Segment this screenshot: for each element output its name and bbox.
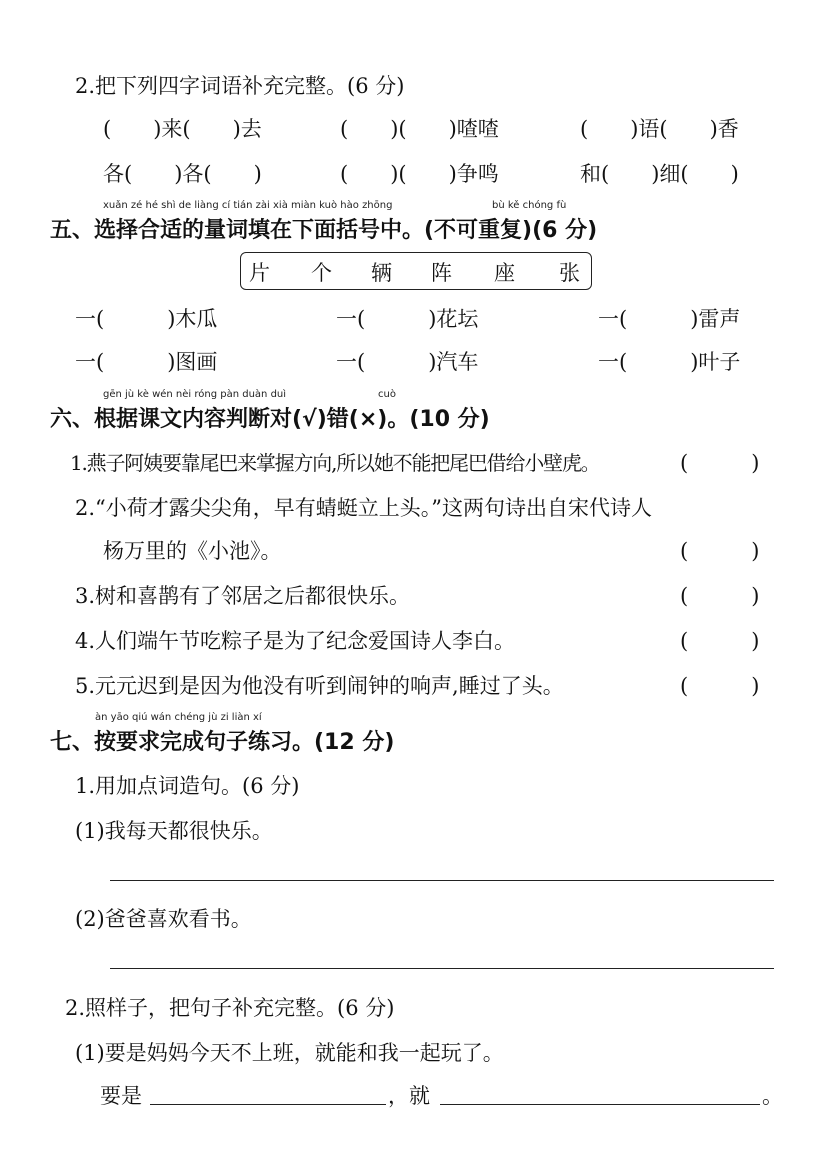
idiom-blank: ( )来( )去 <box>103 117 262 141</box>
word-bank-item: 个 <box>311 261 332 285</box>
judge-item-5: 5.元元迟到是因为他没有听到闹钟的响声,睡过了头。 <box>75 674 564 698</box>
s7-q2-jiu: ，就 <box>388 1084 430 1108</box>
word-bank-item: 阵 <box>431 261 452 285</box>
judge-item-3: 3.树和喜鹊有了邻居之后都很快乐。 <box>75 584 411 608</box>
measure-blank: 一( )叶子 <box>598 350 741 374</box>
s7-q2-end: 。 <box>762 1084 783 1108</box>
idiom-blank: ( )( )喳喳 <box>340 117 499 141</box>
s7-q1-2: (2)爸爸喜欢看书。 <box>75 907 252 931</box>
judge-paren: ( ) <box>680 539 760 563</box>
section-5-title: 五、选择合适的量词填在下面括号中。(不可重复)(6 分) <box>50 218 598 243</box>
measure-blank: 一( )汽车 <box>336 350 479 374</box>
section-7-title: 七、按要求完成句子练习。(12 分) <box>50 730 395 755</box>
judge-paren: ( ) <box>680 451 760 475</box>
section-pinyin: bù kě chóng fù <box>492 200 567 211</box>
section-pinyin: cuò <box>378 389 396 400</box>
measure-blank: 一( )木瓜 <box>75 307 218 331</box>
s7-q2-1: (1)要是妈妈今天不上班，就能和我一起玩了。 <box>75 1041 504 1065</box>
idiom-blank: ( )语( )香 <box>580 117 739 141</box>
measure-blank: 一( )雷声 <box>598 307 741 331</box>
s7-q1-title: 1.用加点词造句。(6 分) <box>75 774 300 798</box>
measure-blank: 一( )图画 <box>75 350 218 374</box>
measure-blank: 一( )花坛 <box>336 307 479 331</box>
answer-line[interactable] <box>150 1104 386 1105</box>
judge-paren: ( ) <box>680 584 760 608</box>
s7-q1-1: (1)我每天都很快乐。 <box>75 819 273 843</box>
judge-item-4: 4.人们端午节吃粽子是为了纪念爱国诗人李白。 <box>75 629 516 653</box>
idiom-blank: 各( )各( ) <box>103 162 262 186</box>
answer-line[interactable] <box>440 1104 760 1105</box>
judge-item-2: 2.“小荷才露尖尖角，早有蜻蜓立上头。”这两句诗出自宋代诗人 <box>75 496 653 520</box>
judge-paren: ( ) <box>680 674 760 698</box>
word-bank-item: 座 <box>494 261 515 285</box>
idiom-blank: 和( )细( ) <box>580 162 739 186</box>
answer-line[interactable] <box>110 968 774 969</box>
section-pinyin: gēn jù kè wén nèi róng pàn duàn duì <box>103 389 287 400</box>
word-bank-item: 张 <box>559 261 580 285</box>
answer-line[interactable] <box>110 880 774 881</box>
idiom-blank: ( )( )争鸣 <box>340 162 499 186</box>
q4-2-title: 2.把下列四字词语补充完整。(6 分) <box>75 74 405 98</box>
section-pinyin: xuǎn zé hé shì de liàng cí tián zài xià miàn kuò hào zhōng <box>103 200 393 211</box>
section-6-title: 六、根据课文内容判断对(√)错(×)。(10 分) <box>50 407 490 432</box>
word-bank-item: 辆 <box>371 261 392 285</box>
section-pinyin: àn yāo qiú wán chéng jù zi liàn xí <box>95 712 262 723</box>
judge-item-1: 1.燕子阿姨要靠尾巴来掌握方向,所以她不能把尾巴借给小壁虎。 <box>70 451 600 475</box>
s7-q2-title: 2.照样子，把句子补充完整。(6 分) <box>65 996 395 1020</box>
s7-q2-yaoshi: 要是 <box>100 1084 142 1108</box>
judge-paren: ( ) <box>680 629 760 653</box>
word-bank-item: 片 <box>249 261 270 285</box>
judge-item-2-cont: 杨万里的《小池》。 <box>103 539 282 563</box>
word-bank-box <box>240 252 592 290</box>
